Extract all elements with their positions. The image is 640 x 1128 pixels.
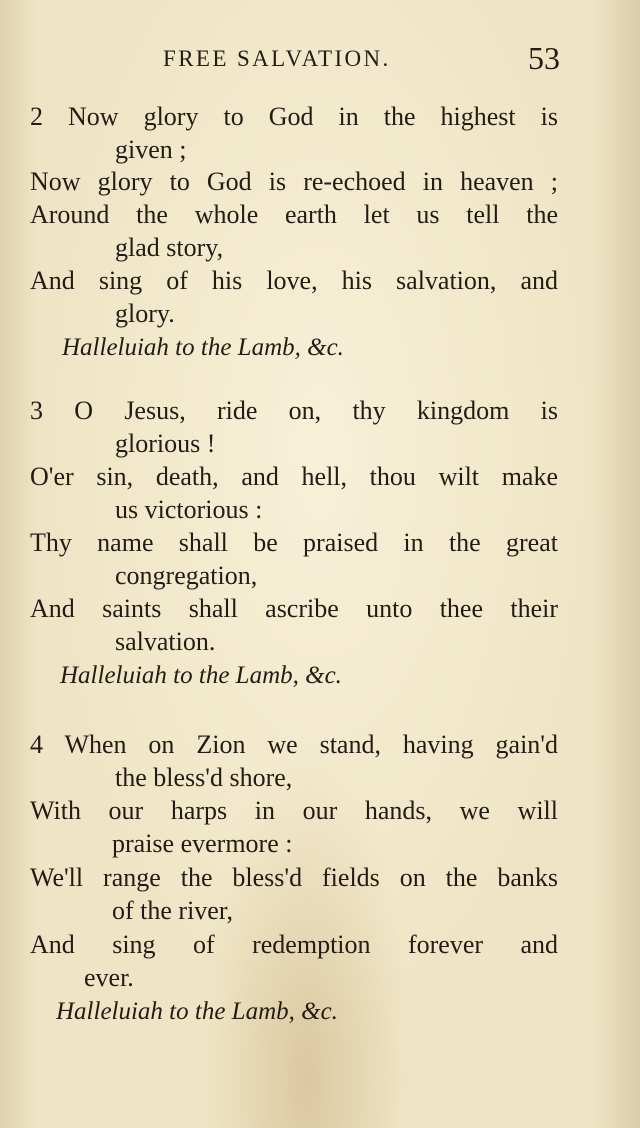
verse-line: 2 Now glory to God in the highest is <box>30 102 558 131</box>
verse-line: Thy name shall be praised in the great <box>30 528 558 557</box>
verse-line: ever. <box>84 963 134 992</box>
verse-line: glorious ! <box>115 429 216 458</box>
page-number: 53 <box>528 40 560 76</box>
verse-line: praise evermore : <box>112 829 293 858</box>
verse-line: congregation, <box>115 561 258 590</box>
verse-line: given ; <box>115 135 187 164</box>
verse-line: Now glory to God is re-echoed in heaven ; <box>30 167 558 196</box>
verse-line: And saints shall ascribe unto thee their <box>30 594 558 623</box>
verse-line: salvation. <box>115 627 216 656</box>
verse-line: We'll range the bless'd fields on the banks <box>30 863 558 892</box>
refrain-line: Halleluiah to the Lamb, &c. <box>56 998 338 1025</box>
refrain-line: Halleluiah to the Lamb, &c. <box>62 334 344 361</box>
verse-line: O'er sin, death, and hell, thou wilt make <box>30 462 558 491</box>
verse-line: of the river, <box>112 896 233 925</box>
verse-line: And sing of his love, his salvation, and <box>30 266 558 295</box>
verse-line: 4 When on Zion we stand, having gain'd <box>30 730 558 759</box>
verse-line: Around the whole earth let us tell the <box>30 200 558 229</box>
page-header <box>0 42 640 82</box>
verse-line: the bless'd shore, <box>115 763 293 792</box>
verse-line: glad story, <box>115 233 224 262</box>
refrain-line: Halleluiah to the Lamb, &c. <box>60 662 342 689</box>
running-title: FREE SALVATION. <box>163 46 391 71</box>
verse-line: glory. <box>115 299 175 328</box>
verse-line: 3 O Jesus, ride on, thy kingdom is <box>30 396 558 425</box>
verse-line: us victorious : <box>115 495 263 524</box>
verse-line: With our harps in our hands, we will <box>30 796 558 825</box>
verse-line: And sing of redemption forever and <box>30 930 558 959</box>
